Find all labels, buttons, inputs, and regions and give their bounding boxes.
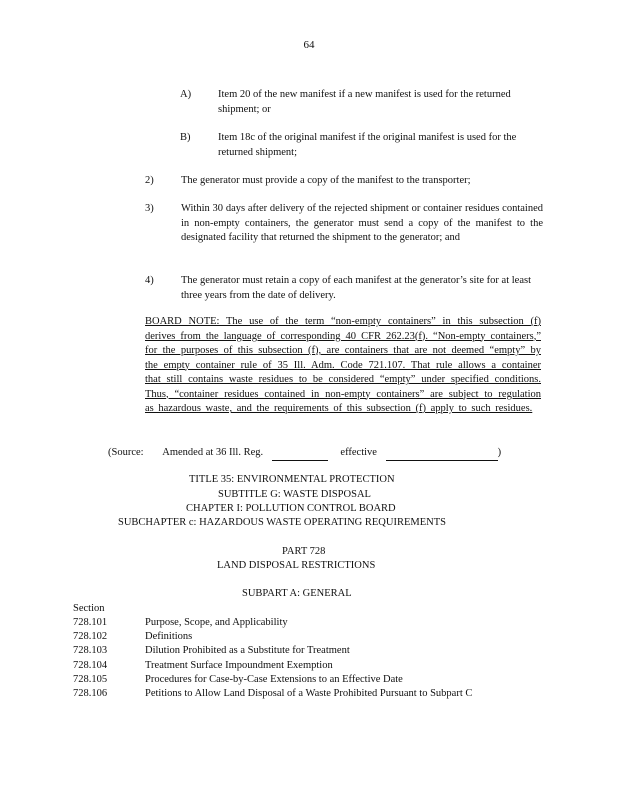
toc-section-title: Procedures for Case-by-Case Extensions to an Effective Date	[145, 674, 403, 685]
toc-header: Section	[73, 603, 105, 614]
toc-section-number: 728.105	[73, 674, 108, 685]
item-text-a: Item 20 of the new manifest if a new manifest is used for the returned shipment; or	[218, 89, 511, 115]
item-text-4: The generator must retain a copy of each manifest at the generator’s site for at least three years from the date of delivery.	[181, 275, 531, 301]
item-label-b: B)	[180, 132, 191, 143]
item-text-3: Within 30 days after delivery of the rejected shipment or container residues contained in non-empty containers, the generator must send a copy of the manifest to the designated facility that returned the shipment to the generator; and	[181, 203, 543, 244]
subpart-heading: SUBPART A: GENERAL	[242, 588, 352, 599]
source-prefix: (Source:	[108, 447, 144, 458]
toc-section-title: Petitions to Allow Land Disposal of a Waste Prohibited Pursuant to Subpart C	[145, 688, 473, 699]
part-name: LAND DISPOSAL RESTRICTIONS	[217, 560, 376, 571]
heading-subchapter: SUBCHAPTER c: HAZARDOUS WASTE OPERATING REQUIREMENTS	[118, 517, 446, 528]
heading-subtitle: SUBTITLE G: WASTE DISPOSAL	[218, 489, 371, 500]
item-label-a: A)	[180, 89, 192, 100]
heading-chapter: CHAPTER I: POLLUTION CONTROL BOARD	[186, 503, 396, 514]
source-effective: effective	[340, 447, 377, 458]
toc-section-number: 728.101	[73, 617, 108, 628]
item-label-3: 3)	[145, 203, 154, 214]
page-number: 64	[303, 39, 315, 51]
source-line	[108, 446, 501, 461]
heading-title: TITLE 35: ENVIRONMENTAL PROTECTION	[189, 474, 395, 485]
toc-section-number: 728.103	[73, 645, 108, 656]
effective-date-blank	[386, 448, 498, 461]
toc-section-title: Treatment Surface Impoundment Exemption	[145, 660, 333, 671]
toc-section-title: Definitions	[145, 631, 193, 642]
item-text-b: Item 18c of the original manifest if the original manifest is used for the returned shipment;	[218, 132, 517, 158]
item-label-4: 4)	[145, 275, 154, 286]
source-suffix: )	[497, 447, 502, 458]
toc-section-title: Dilution Prohibited as a Substitute for Treatment	[145, 645, 350, 656]
toc-section-number: 728.102	[73, 631, 108, 642]
item-label-2: 2)	[145, 175, 154, 186]
board-note: BOARD NOTE: The use of the term “non-empty containers” in this subsection (f) derives from the language of corresponding 40 CFR 262.23(f). “Non-empty containers,” for the purposes of this subsection (f), are containers that are not deemed “empty” by the empty container rule of 35 Ill. Adm. Code 721.107. That rule allows a container that still contains waste residues to be considered “empty” under specified conditions. Thus, “container residues contained in non-empty containers” are subject to regulation as hazardous waste, and the requirements of this subsection (f) apply to such residues.	[145, 316, 541, 414]
item-text-2: The generator must provide a copy of the manifest to the transporter;	[181, 175, 471, 186]
part-number: PART 728	[282, 546, 326, 557]
toc-section-number: 728.104	[73, 660, 108, 671]
toc-section-title: Purpose, Scope, and Applicability	[145, 617, 288, 628]
source-text: Amended at 36 Ill. Reg.	[162, 447, 264, 458]
toc-section-number: 728.106	[73, 688, 108, 699]
register-page-blank	[272, 448, 328, 461]
